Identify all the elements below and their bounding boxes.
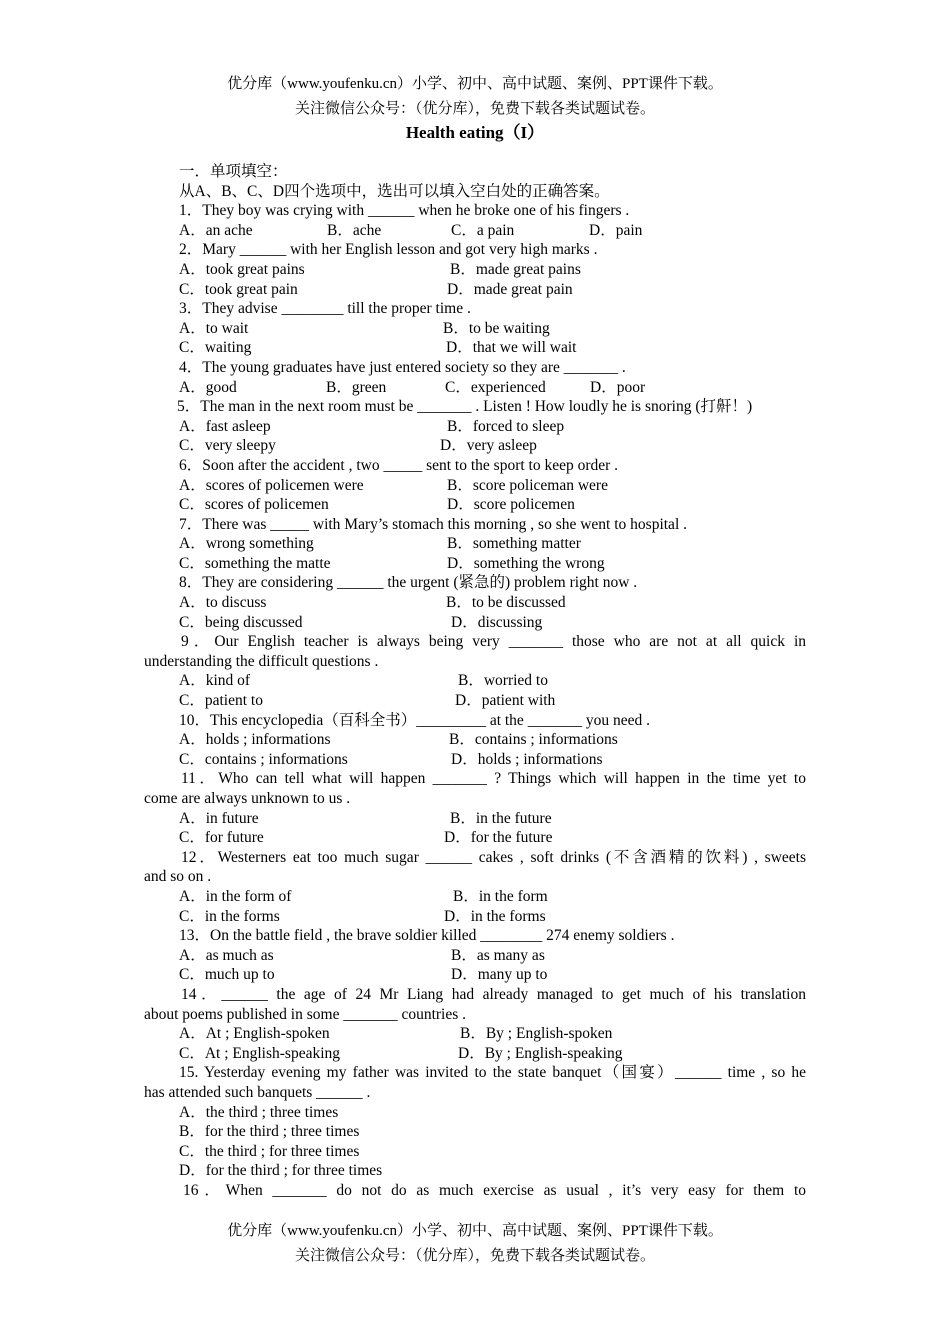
- options-row: [144, 221, 806, 241]
- options-row: [144, 1044, 806, 1064]
- option-b[interactable]: B．forced to sleep: [447, 417, 565, 435]
- option-c[interactable]: C．experienced: [445, 378, 546, 396]
- option-d[interactable]: D．pain: [589, 221, 643, 239]
- option-c[interactable]: C．for future: [179, 829, 264, 847]
- question-stem: 10．This encyclopedia（百科全书）_________ at the _______ you need .: [179, 711, 650, 729]
- option-b[interactable]: B．to be discussed: [446, 594, 566, 612]
- footer-line-1: 优分库（www.youfenku.cn）小学、初中、高中试题、案例、PPT课件下载。: [227, 1223, 723, 1239]
- options-row: [144, 946, 806, 966]
- options-row: [144, 338, 806, 358]
- option-a[interactable]: A．wrong something: [179, 535, 314, 553]
- question-stem: 11．Who can tell what will happen _______ ? Things which will happen in the time yet to: [181, 770, 806, 788]
- options-row: [144, 1024, 806, 1044]
- option-d[interactable]: D．very asleep: [440, 437, 537, 455]
- options-row: [144, 280, 806, 300]
- options-row: [144, 476, 806, 496]
- question-stem-continued: has attended such banquets ______ .: [144, 1083, 371, 1101]
- options-row: [144, 907, 806, 927]
- section-instruction: 从A、B、C、D四个选项中，选出可以填入空白处的正确答案。: [179, 182, 610, 200]
- option-a[interactable]: A．kind of: [179, 672, 251, 690]
- option-c[interactable]: C．took great pain: [179, 280, 298, 298]
- option-c[interactable]: C．waiting: [179, 339, 252, 357]
- question-stem: 15. Yesterday evening my father was invited to the state banquet（国宴）______ time , so he: [179, 1064, 806, 1082]
- question-stem: 8．They are considering ______ the urgent (紧急的) problem right now .: [179, 574, 638, 592]
- options-row: [144, 730, 806, 750]
- option-b[interactable]: B．in the future: [450, 809, 552, 827]
- option-a[interactable]: A．took great pains: [179, 260, 305, 278]
- option-b[interactable]: B．contains ; informations: [449, 731, 618, 749]
- option-b[interactable]: B．green: [326, 378, 387, 396]
- option-d[interactable]: D．made great pain: [447, 280, 573, 298]
- option-b[interactable]: B．in the form: [453, 887, 548, 905]
- options-row: [144, 534, 806, 554]
- option-d[interactable]: D．many up to: [451, 966, 548, 984]
- options-row: [144, 750, 806, 770]
- option-c[interactable]: C．something the matte: [179, 554, 331, 572]
- question-stem: 3．They advise ________ till the proper time .: [179, 300, 471, 318]
- question-stem: 13．On the battle field , the brave soldier killed ________ 274 enemy soldiers .: [179, 927, 675, 945]
- question-stem: 4．The young graduates have just entered society so they are _______ .: [179, 358, 626, 376]
- page-title: Health eating（I）: [405, 123, 545, 142]
- option-a[interactable]: A．fast asleep: [179, 417, 271, 435]
- header-line-1: 优分库（www.youfenku.cn）小学、初中、高中试题、案例、PPT课件下载。: [227, 76, 723, 92]
- option-a[interactable]: A．good: [179, 378, 237, 396]
- option-b[interactable]: B．By ; English-spoken: [460, 1025, 613, 1043]
- option-d[interactable]: D．for the third ; for three times: [179, 1162, 383, 1180]
- option-c[interactable]: C．the third ; for three times: [179, 1142, 360, 1160]
- question-stem: 6．Soon after the accident , two _____ sent to the sport to keep order .: [179, 456, 619, 474]
- options-row: [144, 436, 806, 456]
- question-stem: 1．They boy was crying with ______ when he broke one of his fingers .: [179, 202, 630, 220]
- question-stem-continued: come are always unknown to us .: [144, 790, 351, 807]
- options-row: [144, 417, 806, 437]
- option-a[interactable]: A．in future: [179, 809, 259, 827]
- options-row: [144, 260, 806, 280]
- option-d[interactable]: D．poor: [590, 378, 646, 396]
- option-b[interactable]: B．as many as: [451, 946, 545, 964]
- option-c[interactable]: C．a pain: [451, 221, 515, 239]
- question-stem-continued: understanding the difficult questions .: [144, 652, 379, 670]
- question-stem-continued: about poems published in some _______ countries .: [144, 1005, 467, 1023]
- header-line-2: 关注微信公众号：（优分库），免费下载各类试题试卷。: [294, 101, 655, 117]
- option-c[interactable]: C．At ; English-speaking: [179, 1044, 341, 1062]
- options-row: [144, 887, 806, 907]
- options-row: [144, 671, 806, 691]
- question-stem: 5．The man in the next room must be _______ . Listen ! How loudly he is snoring (打鼾！): [177, 398, 753, 416]
- option-b[interactable]: B．worried to: [458, 672, 548, 690]
- option-a[interactable]: A．At ; English-spoken: [179, 1025, 330, 1043]
- options-row: [144, 554, 806, 574]
- options-row: [144, 809, 806, 829]
- footer-line-2: 关注微信公众号：（优分库），免费下载各类试题试卷。: [294, 1248, 655, 1264]
- options-row: [144, 495, 806, 515]
- option-d[interactable]: D．patient with: [455, 692, 556, 710]
- document-body: [144, 162, 806, 1200]
- question-stem: 12．Westerners eat too much sugar ______ cakes , soft drinks (不含酒精的饮料) , sweets: [181, 848, 806, 866]
- option-c[interactable]: C．being discussed: [179, 613, 303, 631]
- option-a[interactable]: A．in the form of: [179, 887, 292, 905]
- option-b[interactable]: B．to be waiting: [443, 319, 550, 337]
- question-stem-continued: and so on .: [144, 868, 212, 886]
- question-stem: 2．Mary ______ with her English lesson and got very high marks .: [179, 241, 598, 259]
- option-b[interactable]: B．something matter: [447, 535, 581, 553]
- options-row: [144, 613, 806, 633]
- options-row: [144, 828, 806, 848]
- option-a[interactable]: A．an ache: [179, 221, 253, 239]
- option-d[interactable]: D．score policemen: [447, 496, 575, 514]
- option-d[interactable]: D．discussing: [451, 613, 543, 631]
- options-row: [144, 378, 806, 398]
- options-row: [144, 319, 806, 339]
- options-row: [144, 965, 806, 985]
- option-a[interactable]: A．the third ; three times: [179, 1103, 339, 1121]
- question-stem: 7．There was _____ with Mary’s stomach this morning , so she went to hospital .: [179, 515, 687, 533]
- option-c[interactable]: C．patient to: [179, 692, 263, 710]
- option-a[interactable]: A．scores of policemen were: [179, 476, 364, 494]
- option-d[interactable]: D．something the wrong: [447, 554, 605, 572]
- option-d[interactable]: D．for the future: [444, 829, 553, 847]
- question-stem: 16．When _______ do not do as much exercise as usual , it’s very easy for them to: [183, 1181, 806, 1199]
- option-b[interactable]: B．score policeman were: [447, 476, 608, 494]
- option-c[interactable]: C．very sleepy: [179, 437, 276, 455]
- option-b[interactable]: B．for the third ; three times: [179, 1123, 360, 1141]
- option-a[interactable]: A．as much as: [179, 946, 274, 964]
- option-d[interactable]: D．holds ; informations: [451, 750, 603, 768]
- option-a[interactable]: A．to wait: [179, 319, 249, 337]
- question-stem: 9．Our English teacher is always being very _______ those who are not at all quick in: [181, 633, 806, 651]
- options-row: [144, 593, 806, 613]
- option-a[interactable]: A．holds ; informations: [179, 731, 331, 749]
- option-c[interactable]: C．in the forms: [179, 907, 280, 925]
- option-c[interactable]: C．scores of policemen: [179, 496, 329, 514]
- option-c[interactable]: C．contains ; informations: [179, 750, 348, 768]
- question-stem: 14．______ the age of 24 Mr Liang had already managed to get much of his translation: [181, 985, 806, 1003]
- option-b[interactable]: B．made great pains: [450, 260, 581, 278]
- option-b[interactable]: B．ache: [327, 221, 382, 239]
- option-d[interactable]: D．in the forms: [444, 907, 546, 925]
- option-c[interactable]: C．much up to: [179, 966, 275, 984]
- option-d[interactable]: D．that we will wait: [446, 339, 577, 357]
- option-a[interactable]: A．to discuss: [179, 594, 267, 612]
- option-d[interactable]: D．By ; English-speaking: [458, 1044, 623, 1062]
- section-heading: 一．单项填空：: [179, 163, 288, 180]
- options-row: [144, 691, 806, 711]
